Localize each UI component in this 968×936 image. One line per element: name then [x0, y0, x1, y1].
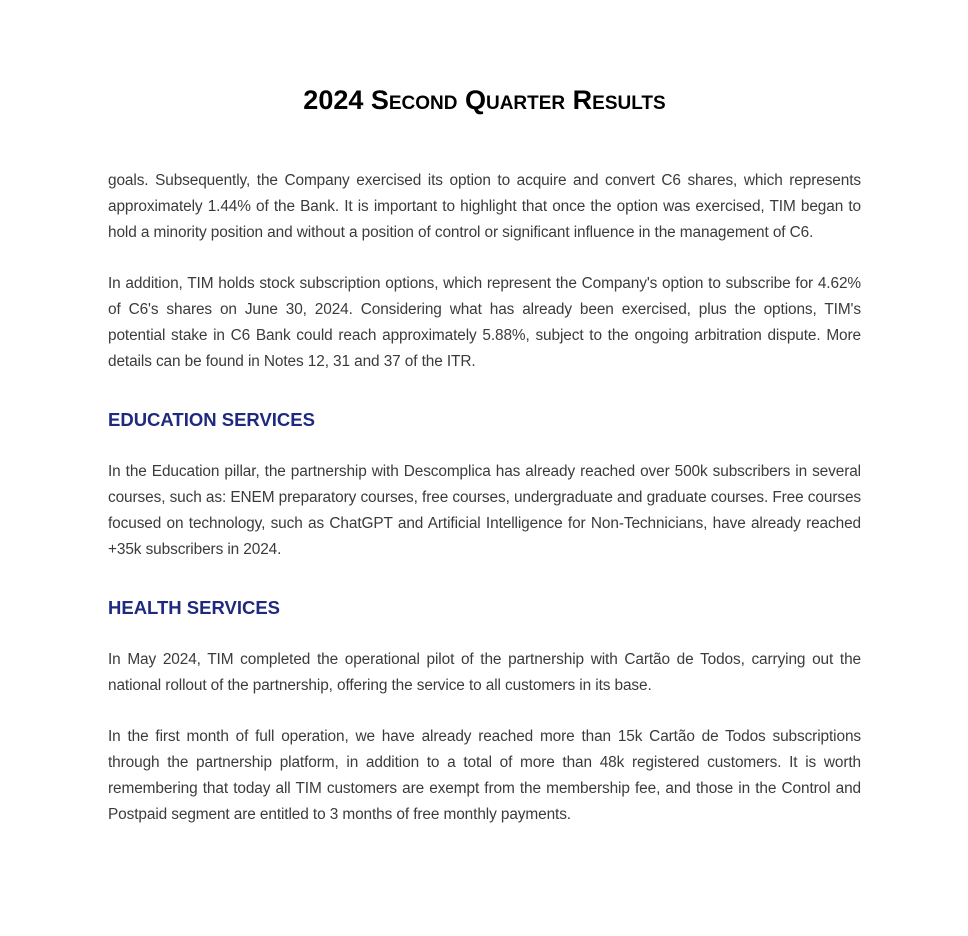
- section-heading-health-services: HEALTH SERVICES: [108, 597, 281, 618]
- section-heading-education-services: EDUCATION SERVICES: [108, 409, 315, 430]
- document-title: 2024 Second Quarter Results: [303, 85, 666, 115]
- intro-paragraph-1: goals. Subsequently, the Company exercised its option to acquire and convert C6 shares, which represents approximately 1.44% of the Bank. It is important to highlight that once the option was exercised, TIM began to hold a minority position and without a position of control or significant influence in the management of C6.: [108, 172, 861, 241]
- health-paragraph-1: In May 2024, TIM completed the operational pilot of the partnership with Cartão de Todos, carrying out the national rollout of the partnership, offering the service to all customers in its base.: [108, 651, 861, 694]
- education-paragraph-1: In the Education pillar, the partnership with Descomplica has already reached over 500k subscribers in several courses, such as: ENEM preparatory courses, free courses, undergraduate and graduate courses. Free courses focused on technology, such as ChatGPT and Artificial Intelligence for Non-Technicians, have already reached +35k subscribers in 2024.: [108, 463, 861, 558]
- intro-paragraph-2: In addition, TIM holds stock subscription options, which represent the Company's option to subscribe for 4.62% of C6's shares on June 30, 2024. Considering what has already been exercised, plus the options, TIM's potential stake in C6 Bank could reach approximately 5.88%, subject to the ongoing arbitration dispute. More details can be found in Notes 12, 31 and 37 of the ITR.: [108, 275, 861, 370]
- health-paragraph-2: In the first month of full operation, we have already reached more than 15k Cartão de Todos subscriptions through the partnership platform, in addition to a total of more than 48k registered customers. It is worth remembering that today all TIM customers are exempt from the membership fee, and those in the Control and Postpaid segment are entitled to 3 months of free monthly payments.: [108, 728, 861, 823]
